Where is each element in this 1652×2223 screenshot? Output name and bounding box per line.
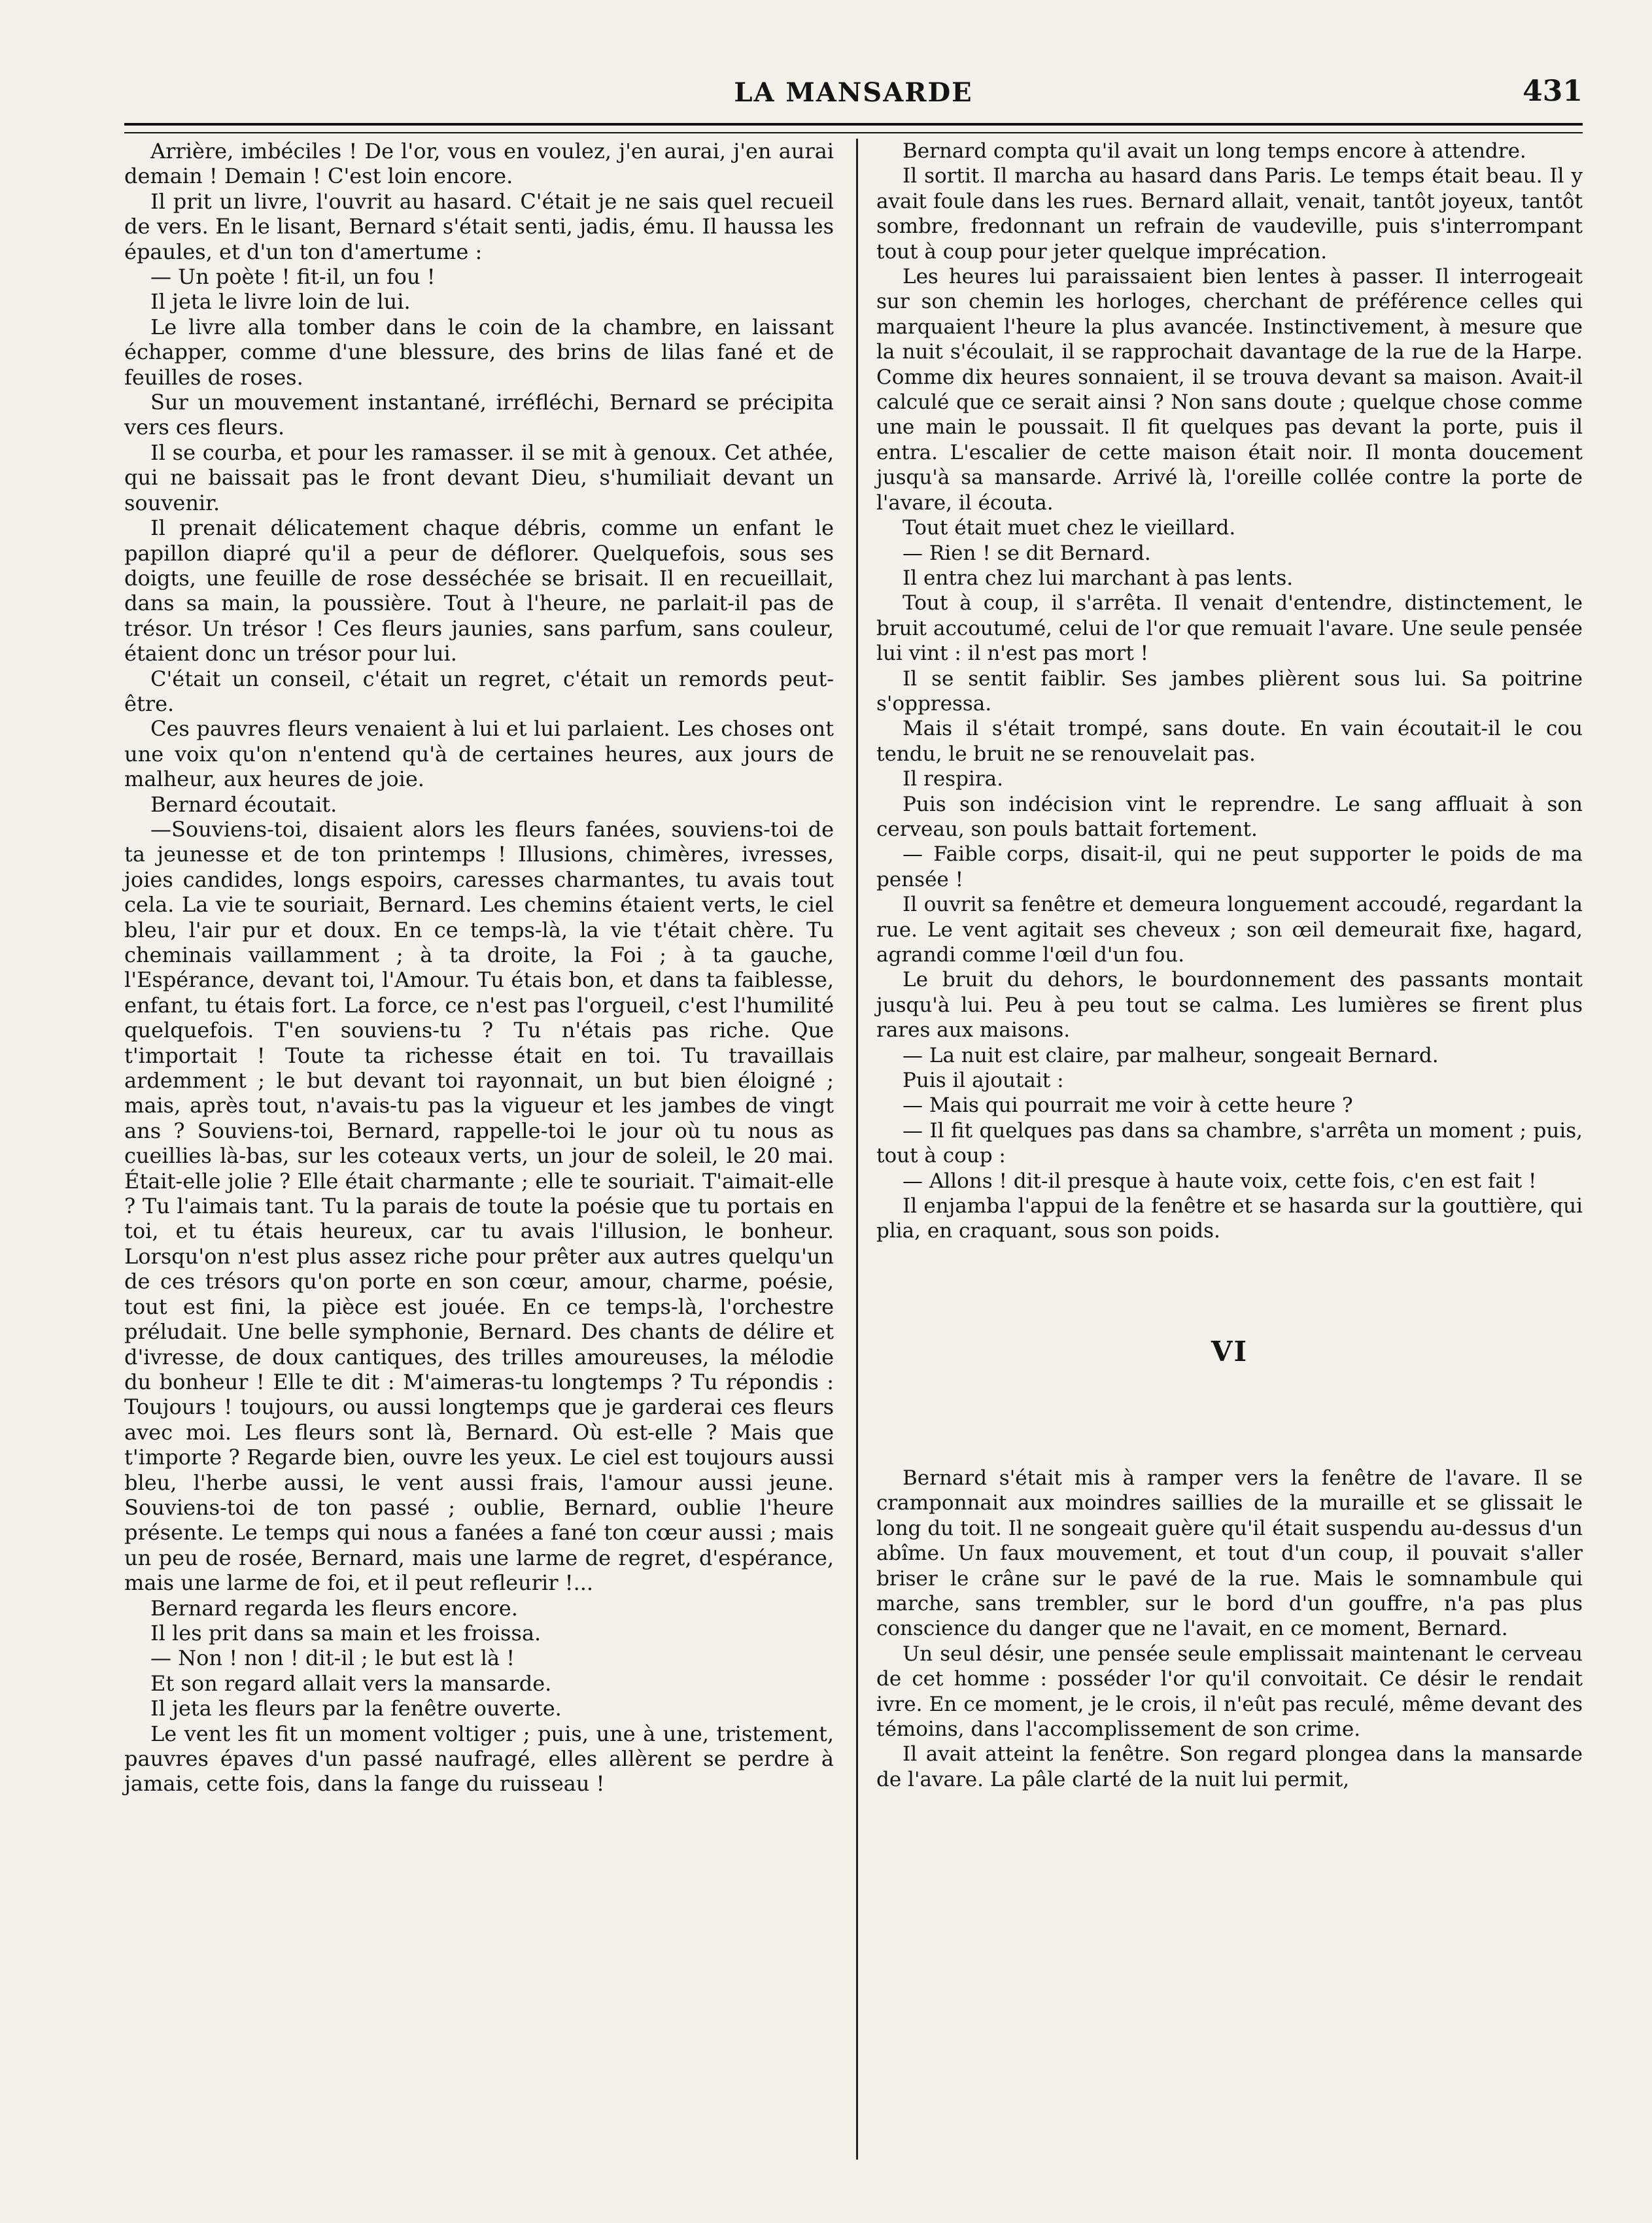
paragraph: Il entra chez lui marchant à pas lents. bbox=[903, 566, 1294, 590]
paragraph: Bernard regarda les fleurs encore. bbox=[150, 1595, 518, 1621]
column-divider bbox=[856, 139, 858, 2160]
header-rule bbox=[124, 123, 1583, 133]
paragraph: — Rien ! se dit Bernard. bbox=[903, 541, 1151, 565]
paragraph: Il respira. bbox=[903, 767, 1004, 791]
paragraph: — Allons ! dit-il presque à haute voix, cette fois, c'en est fait ! bbox=[903, 1169, 1537, 1193]
paragraph: Il enjamba l'appui de la fenêtre et se hasarda sur la gouttière, qui plia, en craquant, sous son poids. bbox=[876, 1194, 1583, 1243]
paragraph: Le livre alla tomber dans le coin de la chambre, en laissant échapper, comme d'une blessure, des brins de lilas fané et de feuilles de roses. bbox=[124, 314, 834, 390]
paragraph: —Souviens-toi, disaient alors les fleurs fanées, souviens-toi de ta jeunesse et de ton printemps ! Illusions, chimères, ivresses, joies candides, longs espoirs, caresses charmantes, tu avais tout cela. La vie te souriait, Bernard. Les chemins étaient verts, le ciel bleu, l'air pur et doux. En ce temps-là, la vie t'était chère. Tu cheminais vaillamment ; à ta droite, la Foi ; à ta gauche, l'Espérance, devant toi, l'Amour. Tu étais bon, et dans ta faiblesse, enfant, tu étais fort. La force, ce n'est pas l'orgueil, c'est l'humilité quelquefois. T'en souviens-tu ? Tu n'étais pas riche. Que t'importait ! Toute ta richesse était en toi. Tu travaillais ardemment ; le but devant toi rayonnait, un but bien éloigné ; mais, après tout, n'avais-tu pas la vigueur et les jambes de vingt ans ? Souviens-toi, Bernard, rappelle-toi le jour où tu nous as cueillies là-bas, sur les coteaux verts, un jour de soleil, le 20 mai. Était-elle jolie ? Elle était charmante ; elle te souriait. T'aimait-elle ? Tu l'aimais tant. Tu la parais de toute la poésie que tu portais en toi, et tu étais heureux, car tu avais l'illusion, le bonheur. Lorsqu'on n'est plus assez riche pour prêter aux autres quelqu'un de ces trésors qu'on porte en son cœur, amour, charme, poésie, tout est fini, la pièce est jouée. En ce temps-là, l'orchestre préludait. Une belle symphonie, Bernard. Des chants de délire et d'ivresse, de doux cantiques, des trilles amoureuses, la mélodie du bonheur ! Elle te dit : M'aimeras-tu longtemps ? Tu répondis : Toujours ! toujours, ou aussi longtemps que je garderai ces fleurs avec moi. Les fleurs sont là, Bernard. Où est-elle ? Mais que t'importe ? Regarde bien, ouvre les yeux. Le ciel est toujours aussi bleu, l'herbe aussi, le vent aussi frais, l'amour aussi jeune. Souviens-toi de ton passé ; oublie, Bernard, oublie l'heure présente. Le temps qui nous a fanées a fané ton cœur aussi ; mais un peu de rosée, Bernard, mais une larme de regret, d'espérance, mais une larme de foi, et il peut refleurir !... bbox=[124, 816, 834, 1596]
left-column bbox=[124, 139, 834, 1797]
paragraph: Il prit un livre, l'ouvrit au hasard. C'était je ne sais quel recueil de vers. En le lisant, Bernard s'était senti, jadis, ému. Il haussa les épaules, et d'un ton d'amertume : bbox=[124, 188, 834, 264]
paragraph: Ces pauvres fleurs venaient à lui et lui parlaient. Les choses ont une voix qu'on n'entend qu'à de certaines heures, aux jours de malheur, aux heures de joie. bbox=[124, 716, 834, 792]
paragraph: — Un poète ! fit-il, un fou ! bbox=[150, 264, 436, 290]
section-heading: VI bbox=[1211, 1335, 1248, 1368]
page-number: 431 bbox=[1523, 75, 1583, 108]
paragraph: Mais il s'était trompé, sans doute. En vain écoutait-il le cou tendu, le bruit ne se renouvelait pas. bbox=[876, 717, 1583, 766]
paragraph: Il se sentit faiblir. Ses jambes plièrent sous lui. Sa poitrine s'oppressa. bbox=[876, 666, 1583, 715]
paragraph: — Mais qui pourrait me voir à cette heure ? bbox=[903, 1094, 1353, 1118]
paragraph: Il les prit dans sa main et les froissa. bbox=[150, 1620, 542, 1646]
paragraph: — Non ! non ! dit-il ; le but est là ! bbox=[150, 1646, 515, 1671]
paragraph: Il avait atteint la fenêtre. Son regard plongea dans la mansarde de l'avare. La pâle clarté de la nuit lui permit, bbox=[876, 1742, 1583, 1791]
paragraph: Tout à coup, il s'arrêta. Il venait d'entendre, distinctement, le bruit accoutumé, celui de l'or que remuait l'avare. Une seule pensée lui vint : il n'est pas mort ! bbox=[876, 591, 1583, 666]
paragraph: Le vent les fit un moment voltiger ; puis, une à une, tristement, pauvres épaves d'un passé naufragé, elles allèrent se perdre à jamais, cette fois, dans la fange du ruisseau ! bbox=[124, 1721, 834, 1797]
paragraph: Bernard s'était mis à ramper vers la fenêtre de l'avare. Il se cramponnait aux moindres saillies de la muraille et se glissait le long du toit. Il ne songeait guère qu'il était suspendu au-dessus d'un abîme. Un faux mouvement, et tout d'un coup, il pouvait s'aller briser le crâne sur le pavé de la rue. Mais le somnambule qui marche, sans trembler, sur le bord d'un gouffre, n'a pas plus conscience du danger que ne l'avait, en ce moment, Bernard. bbox=[876, 1466, 1583, 1641]
paragraph: Il jeta le livre loin de lui. bbox=[150, 289, 411, 315]
paragraph: C'était un conseil, c'était un regret, c'était un remords peut-être. bbox=[124, 666, 834, 716]
paragraph: Un seul désir, une pensée seule emplissait maintenant le cerveau de cet homme : posséder l'or qu'il convoitait. Ce désir le rendait ivre. En ce moment, je le crois, il n'eût pas reculé, même devant des témoins, dans l'accomplissement de son crime. bbox=[876, 1642, 1583, 1741]
running-title: LA MANSARDE bbox=[734, 77, 973, 108]
paragraph: Les heures lui paraissaient bien lentes à passer. Il interrogeait sur son chemin les horloges, cherchant de préférence celles qui marquaient l'heure la plus avancée. Instinctivement, à mesure que la nuit s'écoulait, il se rapprochait davantage de la rue de la Harpe. Comme dix heures sonnaient, il se trouva devant sa maison. Avait-il calculé que ce serait ainsi ? Non sans doute ; quelque chose comme une main le poussait. Il fit quelques pas devant la porte, puis il entra. L'escalier de cette maison était noir. Il monta doucement jusqu'à sa mansarde. Arrivé là, l'oreille collée contre la porte de l'avare, il écouta. bbox=[876, 265, 1583, 515]
paragraph: Et son regard allait vers la mansarde. bbox=[150, 1670, 552, 1696]
page-header bbox=[124, 65, 1583, 118]
paragraph: Puis son indécision vint le reprendre. Le sang affluait à son cerveau, son pouls battait fortement. bbox=[876, 792, 1583, 841]
paragraph: Le bruit du dehors, le bourdonnement des passants montait jusqu'à lui. Peu à peu tout se calma. Les lumières se firent plus rares aux maisons. bbox=[876, 968, 1583, 1043]
paragraph: Il prenait délicatement chaque débris, comme un enfant le papillon diapré qu'il a peur de déflorer. Quelquefois, sous ses doigts, une feuille de rose desséchée se brisait. Il en recueillait, dans sa main, la poussière. Tout à l'heure, ne parlait-il pas de trésor. Un trésor ! Ces fleurs jaunies, sans parfum, sans couleur, étaient donc un trésor pour lui. bbox=[124, 515, 834, 666]
paragraph: Tout était muet chez le vieillard. bbox=[903, 516, 1236, 540]
paragraph: — Faible corps, disait-il, qui ne peut supporter le poids de ma pensée ! bbox=[876, 842, 1583, 891]
paragraph: Sur un mouvement instantané, irréfléchi, Bernard se précipita vers ces fleurs. bbox=[124, 390, 834, 440]
paragraph: — La nuit est claire, par malheur, songeait Bernard. bbox=[903, 1043, 1439, 1067]
paragraph: Il sortit. Il marcha au hasard dans Paris. Le temps était beau. Il y avait foule dans les rues. Bernard allait, venait, tantôt joyeux, tantôt sombre, fredonnant un refrain de vaudeville, puis s'interrompant tout à coup pour jeter quelque imprécation. bbox=[876, 164, 1583, 264]
right-column bbox=[876, 139, 1583, 1792]
paragraph: Il se courba, et pour les ramasser. il se mit à genoux. Cet athée, qui ne baissait pas le front devant Dieu, s'humiliait devant un souvenir. bbox=[124, 439, 834, 515]
paragraph: — Il fit quelques pas dans sa chambre, s'arrêta un moment ; puis, tout à coup : bbox=[876, 1118, 1583, 1168]
paragraph: Bernard compta qu'il avait un long temps encore à attendre. bbox=[903, 139, 1526, 163]
paragraph: Il jeta les fleurs par la fenêtre ouverte. bbox=[150, 1696, 562, 1721]
paragraph: Puis il ajoutait : bbox=[903, 1069, 1064, 1093]
paragraph: Bernard écoutait. bbox=[150, 791, 337, 817]
paragraph: Il ouvrit sa fenêtre et demeura longuement accoudé, regardant la rue. Le vent agitait ses cheveux ; son œil demeurait fixe, hagard, agrandi comme l'œil d'un fou. bbox=[876, 893, 1583, 967]
paragraph: Arrière, imbéciles ! De l'or, vous en voulez, j'en aurai, j'en aurai demain ! Demain ! C'est loin encore. bbox=[124, 139, 834, 189]
